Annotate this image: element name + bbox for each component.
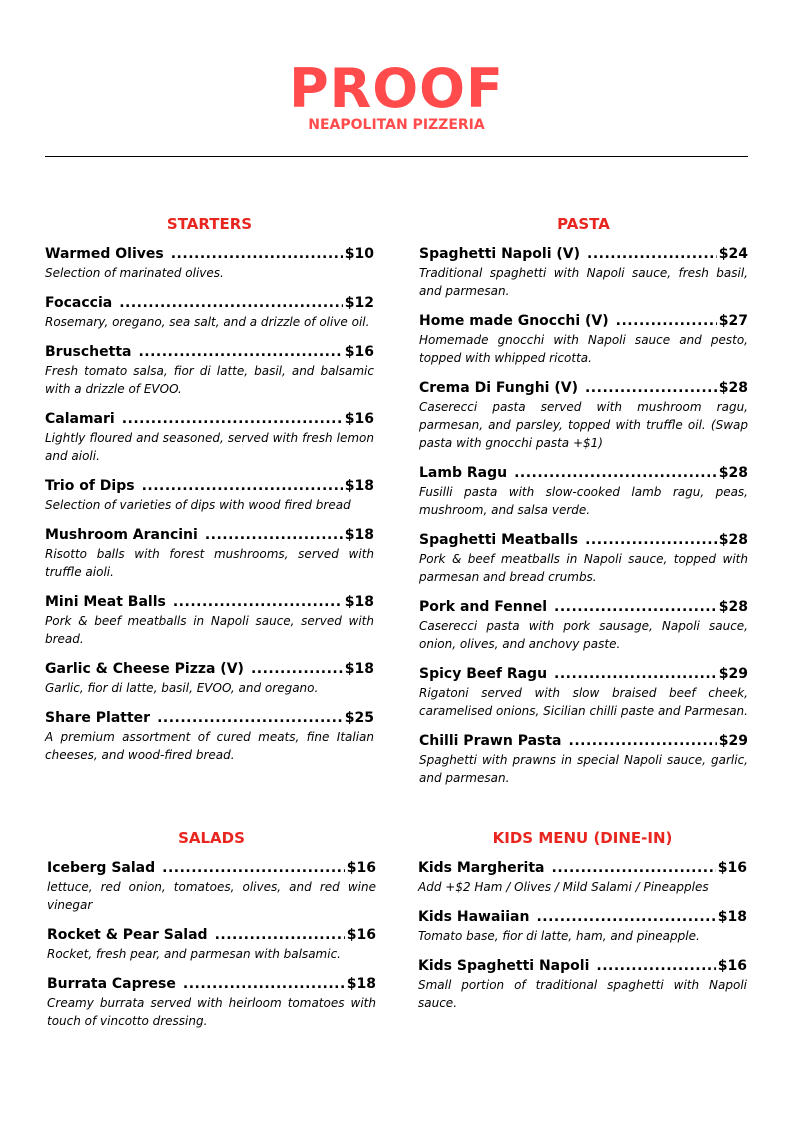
menu-item-header [419,311,748,331]
menu-item-description: Caserecci pasta with pork sausage, Napoli sauce, onion, olives, and anchovy paste. [419,619,748,651]
menu-item-name: Crema Di Funghi (V) [419,380,578,396]
menu-item [47,858,376,914]
menu-item-price: $10 [344,246,374,262]
menu-item-header [418,956,747,976]
menu-item [418,956,747,1012]
menu-item-name: Burrata Caprese [47,976,176,992]
menu-item-price: $12 [344,295,374,311]
section-title: STARTERS [166,215,253,233]
menu-item-name: Bruschetta [45,344,132,360]
menu-item-price: $28 [718,599,748,615]
menu-item-price: $18 [344,478,374,494]
menu-item-price: $18 [344,527,374,543]
menu-item-description: Pork & beef meatballs in Napoli sauce, topped with parmesan and bread crumbs. [419,552,748,584]
menu-item-name: Rocket & Pear Salad [47,927,208,943]
menu-item-description: Rocket, fresh pear, and parmesan with balsamic. [47,947,341,961]
menu-item-header [47,974,376,994]
menu-item-description: Pork & beef meatballs in Napoli sauce, served with bread. [45,614,374,646]
menu-item-header [419,530,748,550]
menu-item-name: Kids Spaghetti Napoli [418,958,590,974]
menu-item-header [45,525,374,545]
menu-item-price: $28 [718,465,748,481]
menu-item-name: Spaghetti Napoli (V) [419,246,580,262]
menu-item-price: $29 [718,733,748,749]
menu-item-name: Spicy Beef Ragu [419,666,548,682]
menu-item-description: Traditional spaghetti with Napoli sauce, fresh basil, and parmesan. [419,266,748,298]
kids-menu-section [418,829,747,1023]
menu-item [419,378,748,452]
dot-leader [585,378,717,398]
menu-item [45,708,374,764]
menu-item-name: Kids Hawaiian [418,909,530,925]
menu-item-price: $18 [344,661,374,677]
pasta-section [419,215,748,798]
menu-item-header [45,659,374,679]
menu-item [45,293,374,331]
menu-item-price: $25 [344,710,374,726]
menu-item-description: Garlic, fior di latte, basil, EVOO, and oregano. [45,681,319,695]
dot-leader [205,525,343,545]
menu-item-description: Fresh tomato salsa, fior di latte, basil, and balsamic with a drizzle of EVOO. [45,364,374,396]
menu-item [419,244,748,300]
dot-leader [138,342,342,362]
menu-item-price: $16 [346,927,376,943]
menu-item [45,244,374,282]
menu-item-header [419,378,748,398]
menu-item [45,476,374,514]
section-title: KIDS MENU (DINE-IN) [492,829,673,847]
menu-item-price: $28 [718,380,748,396]
menu-item-price: $28 [718,532,748,548]
starters-section [45,215,374,775]
menu-item-header [47,925,376,945]
menu-item-header [419,731,748,751]
dot-leader [554,664,717,684]
menu-item [47,925,376,963]
menu-item-price: $16 [717,958,747,974]
menu-item-price: $18 [717,909,747,925]
dot-leader [552,858,716,878]
menu-item-description: Creamy burrata served with heirloom tomatoes with touch of vincotto dressing. [47,996,376,1028]
menu-item-price: $18 [344,594,374,610]
menu-item-name: Pork and Fennel [419,599,547,615]
dot-leader [162,858,345,878]
menu-item-description: lettuce, red onion, tomatoes, olives, and red wine vinegar [47,880,376,912]
menu-item-name: Trio of Dips [45,478,135,494]
menu-item [45,342,374,398]
menu-header [0,58,793,134]
menu-item-name: Mini Meat Balls [45,594,166,610]
menu-item-header [45,244,374,264]
menu-item-price: $16 [346,860,376,876]
menu-item-description: Small portion of traditional spaghetti with Napoli sauce. [418,978,747,1010]
menu-item-header [45,592,374,612]
menu-item-name: Mushroom Arancini [45,527,198,543]
menu-item-price: $29 [718,666,748,682]
menu-item [419,597,748,653]
menu-item-header [419,597,748,617]
menu-item-description: Rosemary, oregano, sea salt, and a drizzle of olive oil. [45,315,370,329]
dot-leader [157,708,343,728]
menu-item [419,463,748,519]
menu-item-price: $16 [344,411,374,427]
menu-item-description: Lightly floured and seasoned, served with fresh lemon and aioli. [45,431,374,463]
menu-item [418,907,747,945]
menu-item-description: Rigatoni served with slow braised beef cheek, caramelised onions, Sicilian chilli paste and Parmesan. [419,686,748,718]
dot-leader [587,244,717,264]
menu-item-name: Garlic & Cheese Pizza (V) [45,661,244,677]
menu-item [45,592,374,648]
restaurant-name: PROOF [289,57,504,120]
menu-item-price: $16 [344,344,374,360]
salads-section [47,829,376,1041]
menu-item-price: $16 [717,860,747,876]
header-divider [45,156,748,157]
dot-leader [251,659,343,679]
dot-leader [142,476,343,496]
menu-item-name: Lamb Ragu [419,465,508,481]
menu-item-header [47,858,376,878]
menu-item-header [45,708,374,728]
menu-item-description: Fusilli pasta with slow-cooked lamb ragu, peas, mushroom, and salsa verde. [419,485,748,517]
menu-item-header [419,244,748,264]
menu-item-name: Home made Gnocchi (V) [419,313,609,329]
menu-item-name: Spaghetti Meatballs [419,532,579,548]
menu-item-description: A premium assortment of cured meats, fine Italian cheeses, and wood-fired bread. [45,730,374,762]
menu-item-name: Chilli Prawn Pasta [419,733,562,749]
menu-item-name: Focaccia [45,295,113,311]
dot-leader [171,244,343,264]
menu-item [419,311,748,367]
restaurant-tagline: NEAPOLITAN PIZZERIA [308,117,485,133]
menu-item-name: Calamari [45,411,115,427]
menu-item-header [419,664,748,684]
menu-item-description: Spaghetti with prawns in special Napoli sauce, garlic, and parmesan. [419,753,748,785]
menu-item-description: Caserecci pasta served with mushroom ragu, parmesan, and parsley, topped with truffle oil. (Swap pasta with gnocchi pasta +$1) [419,400,748,450]
menu-item-price: $24 [718,246,748,262]
dot-leader [119,293,343,313]
menu-item-header [45,476,374,496]
menu-item [45,525,374,581]
dot-leader [554,597,717,617]
menu-item [419,664,748,720]
menu-item-name: Kids Margherita [418,860,545,876]
dot-leader [585,530,717,550]
menu-item-description: Selection of varieties of dips with wood fired bread [45,498,351,512]
menu-item-name: Iceberg Salad [47,860,156,876]
dot-leader [122,409,343,429]
menu-item-name: Share Platter [45,710,151,726]
menu-item-header [45,293,374,313]
dot-leader [596,956,715,976]
menu-item [45,659,374,697]
menu-item-name: Warmed Olives [45,246,164,262]
dot-leader [536,907,715,927]
menu-item [45,409,374,465]
menu-item [47,974,376,1030]
menu-item [418,858,747,896]
dot-leader [215,925,345,945]
section-title: PASTA [557,215,610,233]
section-title: SALADS [178,829,245,847]
menu-item-header [45,342,374,362]
menu-item-header [418,907,747,927]
dot-leader [569,731,717,751]
menu-item-description: Add +$2 Ham / Olives / Mild Salami / Pineapples [418,880,709,894]
menu-item-header [45,409,374,429]
menu-item-price: $27 [718,313,748,329]
dot-leader [616,311,717,331]
menu-item-description: Homemade gnocchi with Napoli sauce and pesto, topped with whipped ricotta. [419,333,748,365]
dot-leader [183,974,345,994]
dot-leader [173,592,343,612]
menu-item-description: Tomato base, fior di latte, ham, and pineapple. [418,929,700,943]
menu-item-header [418,858,747,878]
menu-item [419,530,748,586]
menu-item-description: Risotto balls with forest mushrooms, served with truffle aioli. [45,547,374,579]
dot-leader [514,463,717,483]
menu-item-header [419,463,748,483]
menu-item-description: Selection of marinated olives. [45,266,224,280]
menu-item-price: $18 [346,976,376,992]
menu-item [419,731,748,787]
